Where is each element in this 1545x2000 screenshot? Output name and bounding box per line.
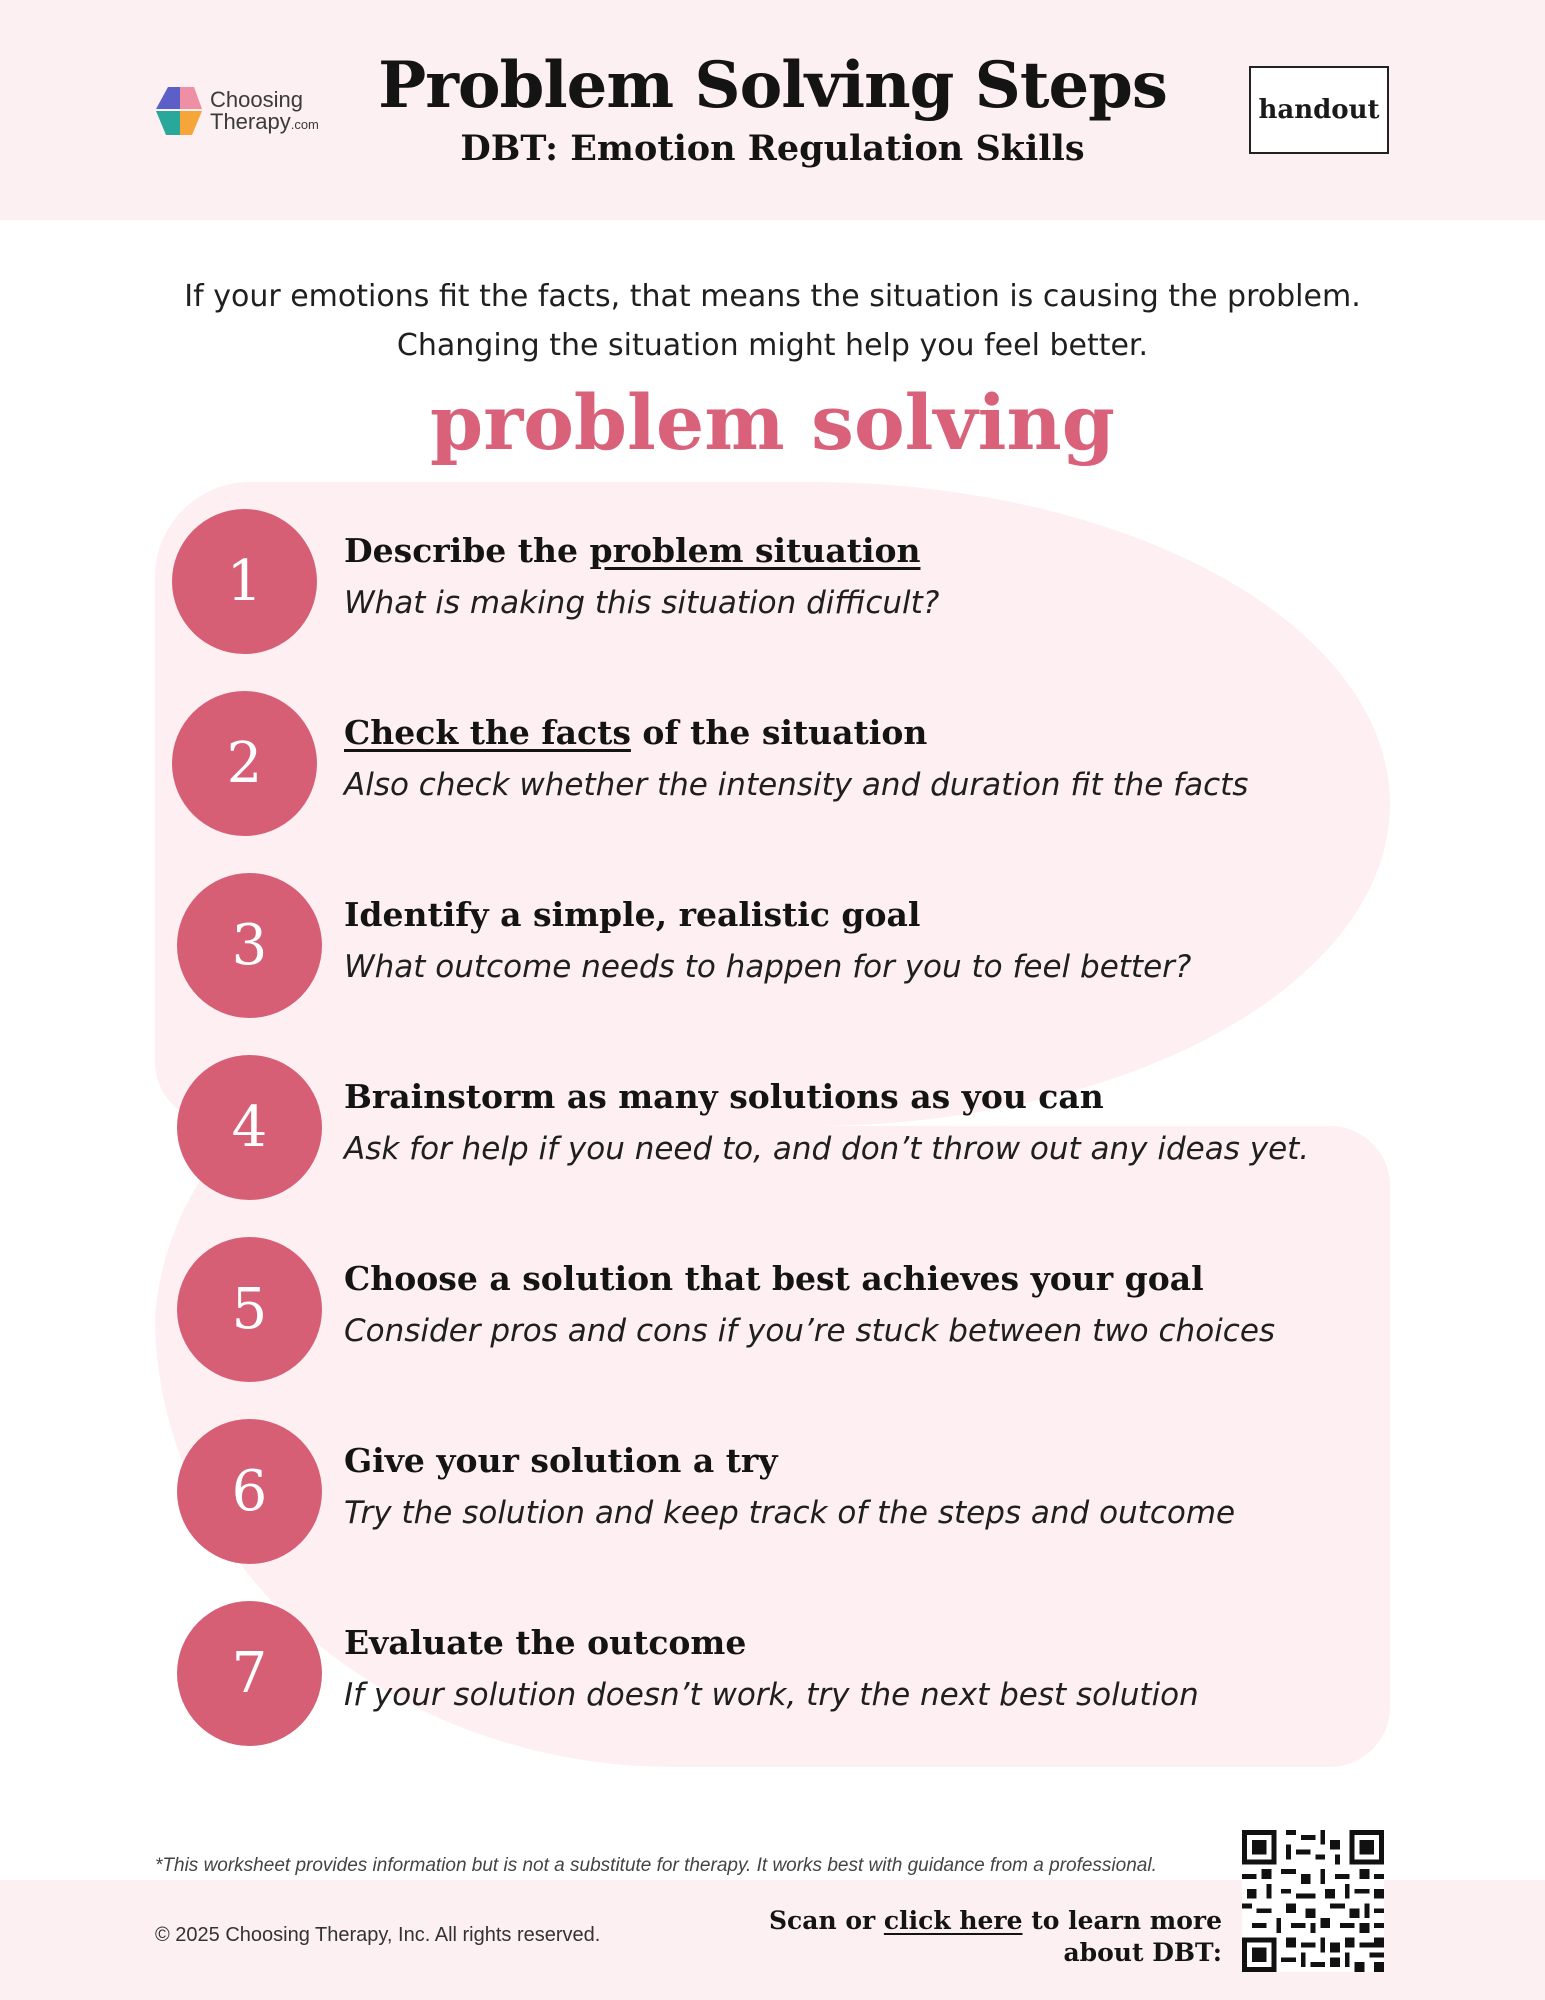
cta-text-pre: Scan or [768, 1906, 884, 1935]
step-heading-text: of the situation [630, 713, 928, 752]
step-description: What is making this situation difficult? [344, 585, 940, 621]
learn-more-cta [760, 1905, 1222, 1969]
step-heading: Identify a simple, realistic goal [344, 895, 921, 934]
step-number-badge: 4 [177, 1055, 322, 1200]
step-item-5 [177, 1237, 1477, 1382]
step-number-badge: 3 [177, 873, 322, 1018]
page-title: Problem Solving Steps [378, 48, 1167, 123]
page-subtitle: DBT: Emotion Regulation Skills [460, 128, 1085, 169]
disclaimer-text: *This worksheet provides information but is not a substitute for therapy. It works best with guidance from a professional. [155, 1855, 1157, 1876]
step-heading [344, 713, 927, 752]
cta-line-1 [760, 1905, 1222, 1937]
step-item-2 [172, 691, 1472, 836]
logo-line-2-main: Therapy [210, 109, 291, 134]
logo-line-1: Choosing [210, 87, 303, 112]
copyright-text: © 2025 Choosing Therapy, Inc. All rights reserved. [155, 1924, 601, 1946]
cta-line-2: about DBT: [1063, 1938, 1222, 1967]
step-number-badge: 7 [177, 1601, 322, 1746]
intro-line-1: If your emotions fit the facts, that means the situation is causing the problem. [184, 279, 1361, 314]
logo-dotcom: .com [290, 117, 319, 132]
step-heading: Give your solution a try [344, 1441, 778, 1480]
intro-line-2: Changing the situation might help you feel better. [396, 328, 1149, 363]
section-title: problem solving [430, 378, 1115, 467]
handout-badge: handout [1249, 66, 1389, 154]
step-description: Try the solution and keep track of the steps and outcome [344, 1495, 1236, 1531]
step-heading: Brainstorm as many solutions as you can [344, 1077, 1104, 1116]
intro-text [100, 272, 1445, 370]
step-description: Ask for help if you need to, and don’t throw out any ideas yet. [344, 1131, 1310, 1167]
step-heading-link[interactable]: problem situation [589, 531, 921, 570]
cta-text-post: to learn more [1022, 1906, 1222, 1935]
step-number-badge: 1 [172, 509, 317, 654]
step-heading-link[interactable]: Check the facts [344, 713, 631, 752]
step-item-7 [177, 1601, 1477, 1746]
step-number-badge: 6 [177, 1419, 322, 1564]
step-heading [344, 531, 921, 570]
step-heading: Evaluate the outcome [344, 1623, 747, 1662]
step-description: Consider pros and cons if you’re stuck between two choices [344, 1313, 1276, 1349]
step-number-badge: 2 [172, 691, 317, 836]
step-item-3 [177, 873, 1477, 1018]
qr-code-icon[interactable] [1242, 1830, 1384, 1972]
step-description: What outcome needs to happen for you to feel better? [344, 949, 1192, 985]
step-description: Also check whether the intensity and duration fit the facts [344, 767, 1249, 803]
step-item-6 [177, 1419, 1477, 1564]
step-item-1 [172, 509, 1472, 654]
step-description: If your solution doesn’t work, try the next best solution [344, 1677, 1199, 1713]
step-heading-text: Describe the [344, 531, 590, 570]
step-heading: Choose a solution that best achieves your goal [344, 1259, 1204, 1298]
step-item-4 [177, 1055, 1477, 1200]
step-number-badge: 5 [177, 1237, 322, 1382]
click-here-link[interactable]: click here [883, 1906, 1023, 1935]
